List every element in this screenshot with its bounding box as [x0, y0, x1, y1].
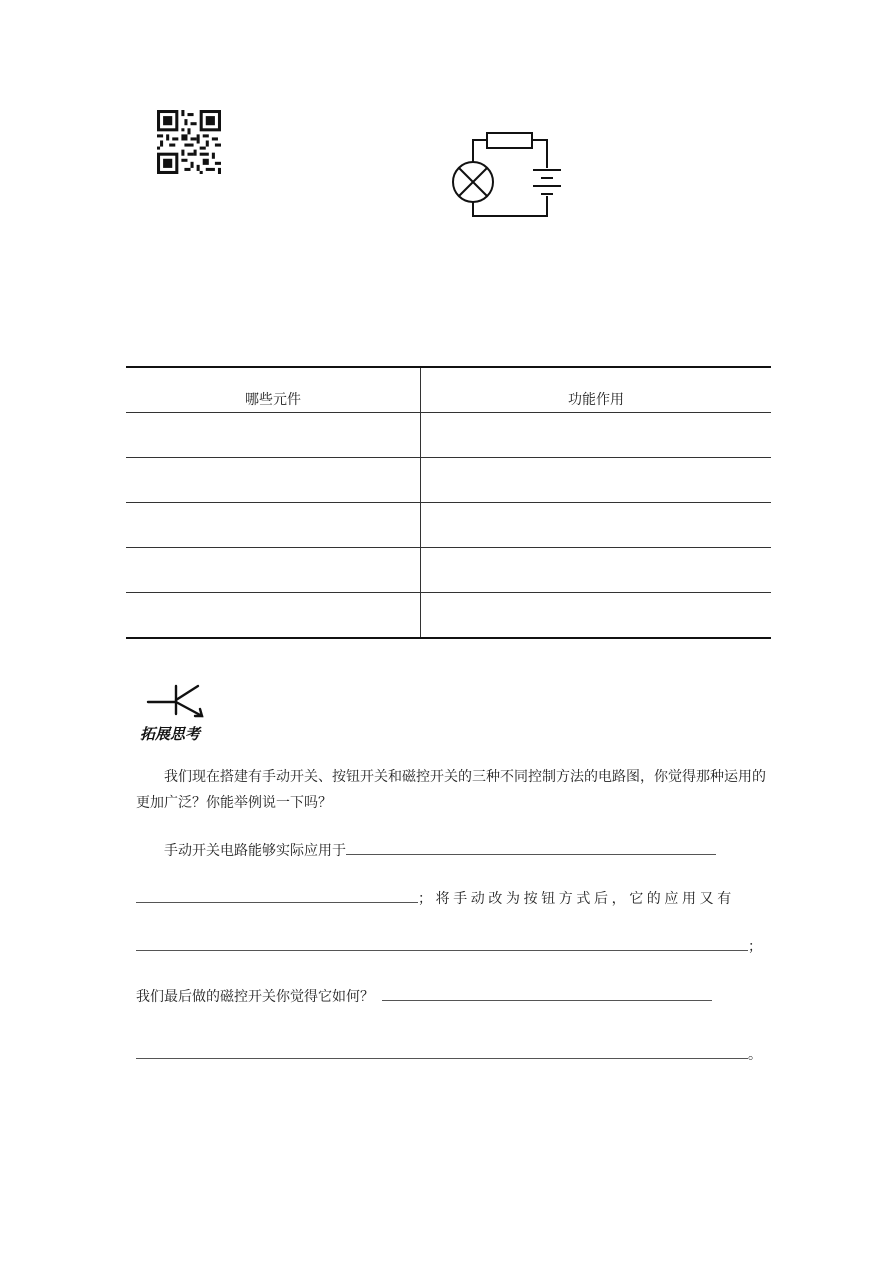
table-row: [126, 593, 771, 639]
table-cell-function[interactable]: [421, 458, 772, 503]
answer-line-4: [136, 982, 766, 1010]
circuit-diagram: [445, 128, 570, 220]
answer-line-4-prefix: 我们最后做的磁控开关你觉得它如何？: [136, 989, 374, 1005]
table-row: [126, 548, 771, 593]
table-header-row: [126, 367, 771, 413]
table-row: [126, 503, 771, 548]
answer-line-5: [136, 1040, 766, 1068]
wire-top-right: [532, 140, 547, 168]
table-cell-component[interactable]: [126, 503, 421, 548]
table-cell-function[interactable]: [421, 413, 772, 458]
qr-code-image: [157, 110, 221, 174]
answer-line-2-text: ；将手动改为按钮方式后，它的应用又有: [418, 891, 735, 907]
table-cell-component[interactable]: [126, 548, 421, 593]
table-cell-component[interactable]: [126, 413, 421, 458]
answer-blank-5[interactable]: [136, 1040, 748, 1059]
table-header-components: 哪些元件: [126, 367, 421, 413]
answer-line-2: [136, 884, 766, 912]
answer-blank-4[interactable]: [382, 982, 712, 1001]
table-row: [126, 413, 771, 458]
answer-line-5-end: 。: [748, 1047, 762, 1063]
question-paragraph: 我们现在搭建有手动开关、按钮开关和磁控开关的三种不同控制方法的电路图，你觉得那种运用的更加广泛？你能举例说一下吗？: [136, 769, 766, 811]
answer-blank-3[interactable]: [136, 932, 748, 951]
answer-blank-1[interactable]: [346, 836, 716, 855]
component-table: [126, 366, 771, 639]
wire-top-left: [473, 140, 487, 163]
answer-line-3-end: ；: [748, 939, 762, 955]
table-cell-function[interactable]: [421, 548, 772, 593]
table-cell-component[interactable]: [126, 593, 421, 639]
answer-line-3: [136, 932, 766, 960]
section-title: 拓展思考: [140, 725, 201, 743]
extension-thinking-icon: [138, 682, 220, 744]
table-cell-component[interactable]: [126, 458, 421, 503]
table-row: [126, 458, 771, 503]
resistor-symbol: [487, 133, 532, 148]
answer-blank-2[interactable]: [136, 884, 418, 903]
table-cell-function[interactable]: [421, 503, 772, 548]
table-cell-function[interactable]: [421, 593, 772, 639]
answer-line-1-prefix: 手动开关电路能够实际应用于: [164, 843, 346, 859]
table-header-function: 功能作用: [421, 367, 772, 413]
answer-line-1: [136, 836, 766, 864]
